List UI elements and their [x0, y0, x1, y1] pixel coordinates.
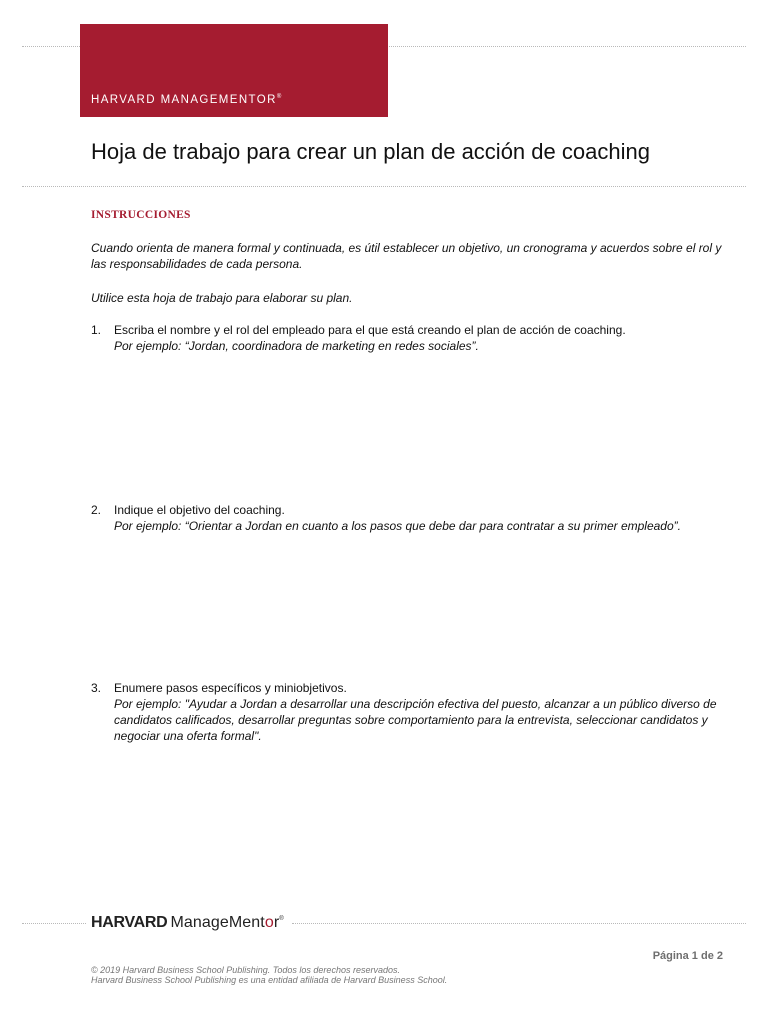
page-title: Hoja de trabajo para crear un plan de acción de coaching [91, 139, 650, 164]
footer-logo: HARVARD ManageMentor® [91, 914, 284, 931]
brand-banner-text: HARVARD MANAGEMENTOR® [91, 94, 282, 106]
page-number: Página 1 de 2 [652, 950, 723, 962]
list-item-number: 2. [91, 503, 102, 517]
list-item-example: Por ejemplo: “Jordan, coordinadora de marketing en redes sociales”. [114, 339, 479, 353]
instructions-paragraph-2: Utilice esta hoja de trabajo para elaborar su plan. [91, 291, 353, 305]
instructions-paragraph-1: Cuando orienta de manera formal y continuada, es útil establecer un objetivo, un cronograma y acuerdos sobre el rol y las responsabilidades de cada persona. [91, 241, 722, 271]
list-item-text: Enumere pasos específicos y miniobjetivos. [114, 681, 347, 695]
footer-divider [22, 923, 86, 924]
list-item-example: Por ejemplo: “Orientar a Jordan en cuanto a los pasos que debe dar para contratar a su primer empleado”. [114, 519, 681, 533]
list-item [91, 322, 731, 354]
list-item [91, 680, 731, 744]
copyright [91, 965, 447, 985]
list-item-example: Por ejemplo: "Ayudar a Jordan a desarrollar una descripción efectiva del puesto, alcanzar a un público diverso de candidatos calificados, desarrollar preguntas sobre comportamiento para la entrevista, seleccionar candidatos y negociar una oferta formal". [114, 697, 717, 743]
list-item-text: Escriba el nombre y el rol del empleado para el que está creando el plan de acción de coaching. [114, 323, 626, 337]
brand-banner [80, 24, 388, 117]
list-item-text: Indique el objetivo del coaching. [114, 503, 285, 517]
copyright-line-2: Harvard Business School Publishing es una entidad afiliada de Harvard Business School. [91, 975, 448, 985]
title-divider [22, 186, 746, 187]
list-item [91, 502, 731, 534]
instructions-heading: INSTRUCCIONES [91, 209, 191, 221]
copyright-line-1: © 2019 Harvard Business School Publishing. Todos los derechos reservados. [91, 965, 400, 975]
footer-divider-right [292, 923, 746, 924]
list-item-number: 1. [91, 323, 102, 337]
list-item-number: 3. [91, 681, 102, 695]
